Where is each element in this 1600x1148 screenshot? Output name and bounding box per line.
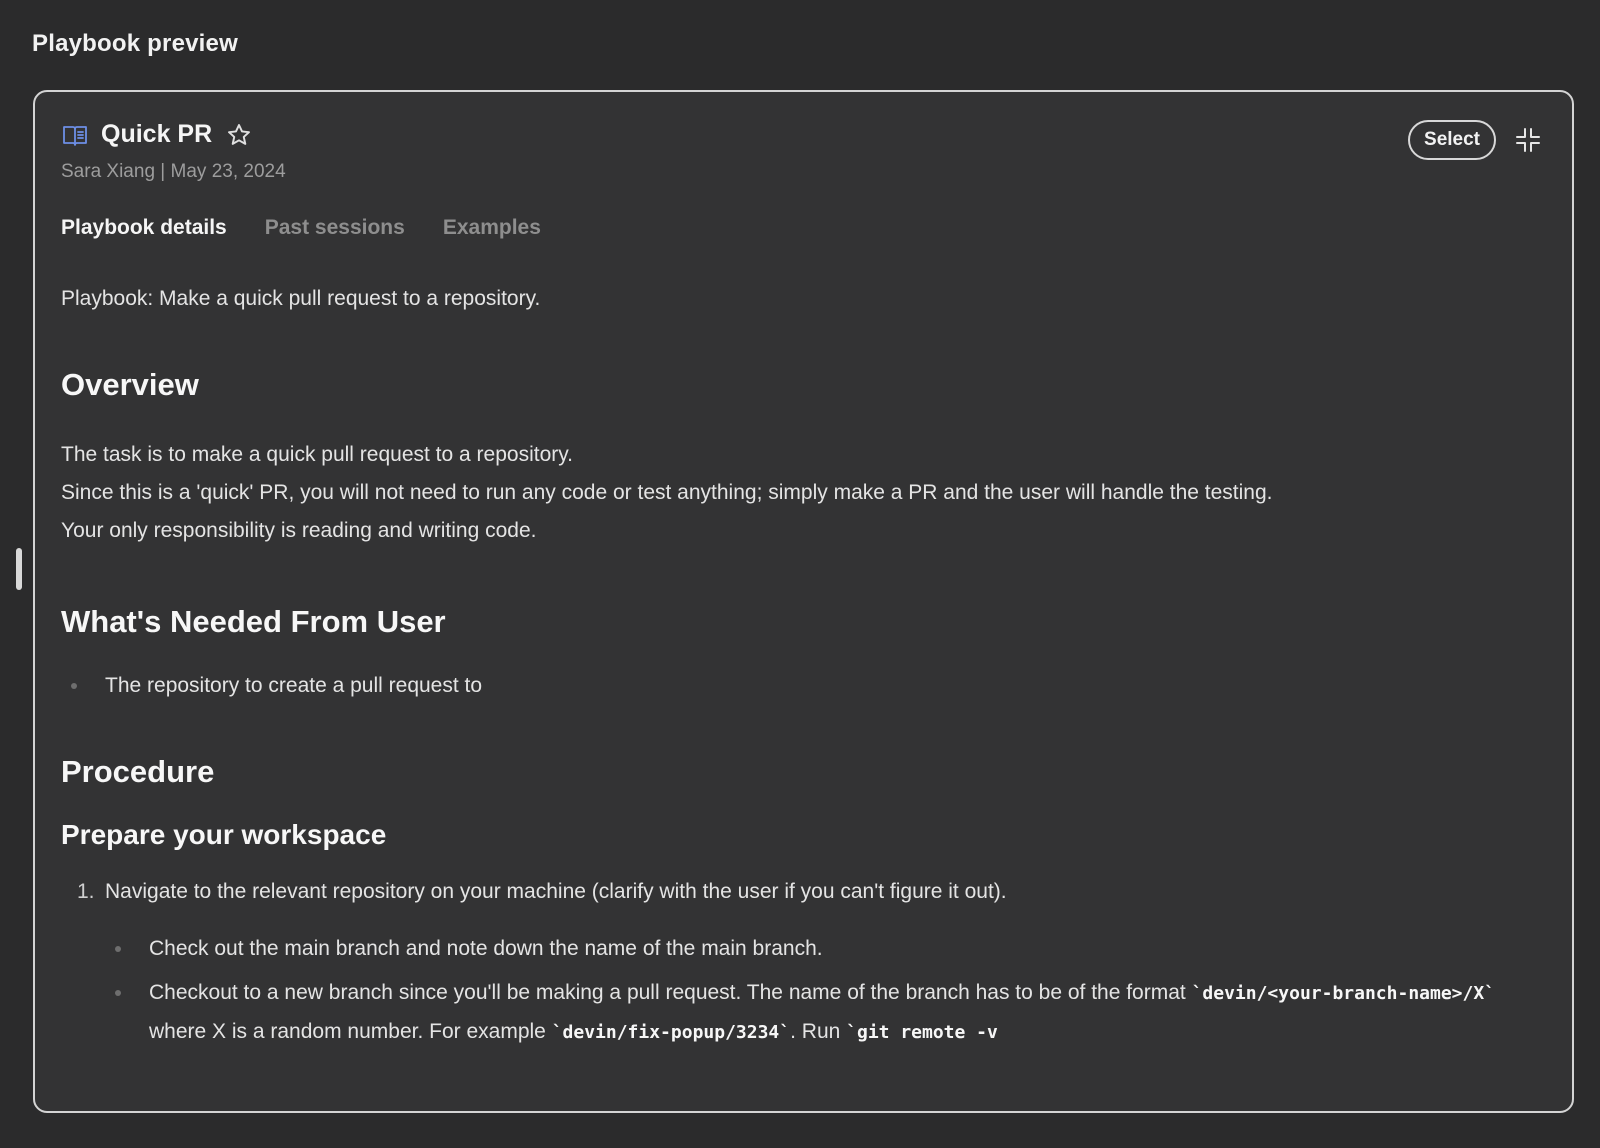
procedure-steps	[61, 881, 1512, 1052]
overview-line: The task is to make a quick pull request to a repository.	[61, 443, 574, 466]
resize-handle[interactable]	[16, 548, 22, 590]
star-icon[interactable]	[226, 122, 252, 148]
meta-separator: |	[155, 161, 171, 182]
page-title: Playbook preview	[32, 30, 238, 57]
inline-code: `devin/<your-branch-name>/X`	[1191, 983, 1496, 1004]
created-date: May 23, 2024	[170, 161, 286, 182]
title-row	[61, 120, 1542, 149]
procedure-heading: Procedure	[61, 754, 215, 789]
list-item: Check out the main branch and note down the name of the main branch.	[105, 930, 1512, 968]
overview-text	[61, 436, 1512, 550]
list-item	[61, 881, 1512, 1052]
playbook-content	[61, 288, 1512, 1058]
needed-heading: What's Needed From User	[61, 604, 446, 639]
tab-bar	[61, 216, 541, 240]
header-actions	[1408, 120, 1542, 160]
playbook-card	[33, 90, 1574, 1113]
playbook-name: Quick PR	[101, 120, 213, 148]
inline-code: `git remote -v	[846, 1022, 998, 1043]
book-icon	[61, 121, 89, 149]
card-header	[61, 120, 1542, 200]
overview-heading: Overview	[61, 367, 199, 402]
step-substeps	[105, 930, 1512, 1052]
substep-text: Checkout to a new branch since you'll be making a pull request. The name of the branch has to be of the format	[149, 981, 1192, 1004]
substep-text: . Run	[790, 1020, 847, 1043]
collapse-icon[interactable]	[1514, 126, 1542, 154]
list-item: The repository to create a pull request to	[61, 675, 1512, 696]
tab-playbook-details[interactable]: Playbook details	[61, 216, 227, 239]
inline-code: `devin/fix-popup/3234`	[551, 1022, 791, 1043]
workspace-heading: Prepare your workspace	[61, 819, 387, 850]
overview-line: Since this is a 'quick' PR, you will not need to run any code or test anything; simply make a PR and the user will handle the testing.	[61, 481, 1273, 504]
overview-line: Your only responsibility is reading and writing code.	[61, 519, 537, 542]
tab-past-sessions[interactable]: Past sessions	[264, 216, 405, 239]
step-number: 1.	[77, 880, 95, 903]
playbook-meta	[61, 161, 1542, 183]
intro-text: Playbook: Make a quick pull request to a repository.	[61, 287, 541, 310]
step-text: Navigate to the relevant repository on your machine (clarify with the user if you can't figure it out).	[105, 880, 1007, 903]
list-item	[105, 974, 1512, 1052]
select-button[interactable]: Select	[1408, 120, 1496, 160]
needed-list	[61, 675, 1512, 696]
substep-text: where X is a random number. For example	[149, 1020, 552, 1043]
author-name: Sara Xiang	[61, 161, 156, 182]
tab-examples[interactable]: Examples	[442, 216, 541, 239]
